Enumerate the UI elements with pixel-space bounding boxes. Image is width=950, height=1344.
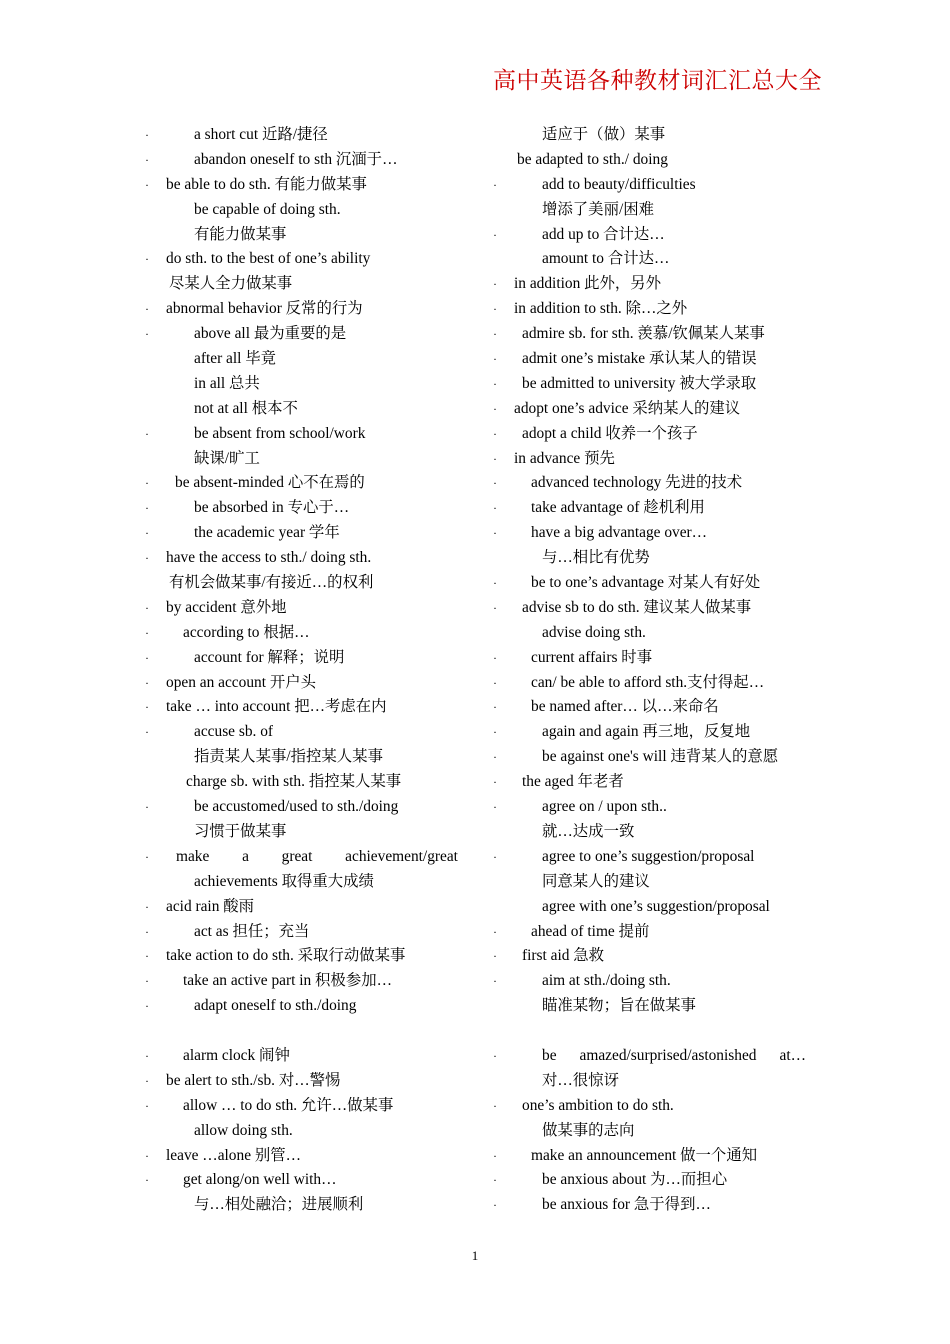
vocab-line: [140, 422, 470, 447]
vocab-word: achievement/great: [345, 847, 458, 865]
vocab-text: be to one’s advantage 对某人有好处: [531, 574, 761, 592]
vocab-text: account for 解释；说明: [194, 648, 345, 666]
vocab-line: [488, 372, 828, 397]
vocab-line: [488, 695, 828, 720]
vocab-line: [140, 397, 470, 422]
vocab-text-justified: [176, 845, 458, 870]
vocab-text: acid rain 酸雨: [166, 897, 255, 915]
bullet-marker: ·: [145, 650, 149, 665]
vocab-text: take action to do sth. 采取行动做某事: [166, 947, 406, 965]
vocab-text: allow doing sth.: [194, 1121, 293, 1139]
vocab-line: [488, 646, 828, 671]
bullet-marker: ·: [493, 725, 497, 740]
bullet-marker: ·: [145, 1073, 149, 1088]
bullet-marker: ·: [493, 1148, 497, 1163]
vocab-text: aim at sth./doing sth.: [542, 972, 671, 990]
vocab-text: 指责某人某事/指控某人某事: [194, 748, 383, 766]
bullet-marker: ·: [493, 775, 497, 790]
bullet-marker: ·: [493, 376, 497, 391]
vocab-line: [488, 571, 828, 596]
vocab-text: take advantage of 趁机利用: [531, 499, 705, 517]
bullet-marker: ·: [145, 526, 149, 541]
vocab-line: [140, 920, 470, 945]
bullet-marker: ·: [145, 999, 149, 1014]
vocab-line: [140, 1144, 470, 1169]
vocab-text: current affairs 时事: [531, 648, 653, 666]
vocab-line: [140, 671, 470, 696]
vocab-text: be alert to sth./sb. 对…警惕: [166, 1071, 341, 1089]
vocab-line: [140, 447, 470, 472]
bullet-marker: ·: [145, 476, 149, 491]
vocab-line: [488, 1193, 828, 1218]
vocab-text: 与…相比有优势: [542, 549, 650, 567]
bullet-marker: ·: [145, 1048, 149, 1063]
vocab-line: [488, 770, 828, 795]
bullet-marker: ·: [493, 277, 497, 292]
vocab-text: ahead of time 提前: [531, 922, 650, 940]
vocab-text-justified: [542, 1044, 806, 1069]
vocab-text: agree to one’s suggestion/proposal: [542, 847, 755, 865]
vocab-text: advise doing sth.: [542, 623, 646, 641]
vocab-line: [140, 198, 470, 223]
vocab-line: [488, 969, 828, 994]
bullet-marker: ·: [145, 128, 149, 142]
vocab-text: after all 毕竟: [194, 350, 277, 368]
vocab-text: add up to 合计达…: [542, 225, 665, 243]
vocab-line: [140, 272, 470, 297]
vocab-text: 有机会做某事/有接近…的权利: [169, 574, 374, 592]
vocab-line: [140, 471, 470, 496]
vocab-text: 尽某人全力做某事: [169, 275, 293, 293]
vocab-text: not at all 根本不: [194, 399, 298, 417]
vocab-text: achievements 取得重大成绩: [194, 872, 374, 890]
bullet-marker: ·: [493, 675, 497, 690]
bullet-marker: ·: [493, 800, 497, 815]
vocab-text: above all 最为重要的是: [194, 325, 347, 343]
vocab-word: be: [542, 1046, 557, 1064]
vocab-line: [488, 397, 828, 422]
vocab-text: be named after… 以…来命名: [531, 698, 719, 716]
bullet-marker: ·: [145, 327, 149, 342]
page-title: 高中英语各种教材词汇汇总大全: [493, 68, 822, 93]
vocab-text: allow … to do sth. 允许…做某事: [183, 1096, 394, 1114]
vocab-line: [488, 1044, 828, 1069]
vocab-line: [488, 621, 828, 646]
vocab-text: have the access to sth./ doing sth.: [166, 549, 372, 567]
vocab-text: abandon oneself to sth 沉湎于…: [194, 150, 398, 168]
bullet-marker: ·: [493, 352, 497, 367]
vocab-text: abnormal behavior 反常的行为: [166, 300, 363, 318]
bullet-marker: ·: [493, 576, 497, 591]
vocab-text: have a big advantage over…: [531, 524, 708, 542]
vocab-text: according to 根据…: [183, 623, 310, 641]
vocab-line: [140, 148, 470, 173]
vocab-text: can/ be able to afford sth.支付得起…: [531, 673, 765, 691]
bullet-marker: ·: [493, 177, 497, 192]
bullet-marker: ·: [493, 526, 497, 541]
vocab-line: [488, 1094, 828, 1119]
vocab-text: charge sb. with sth. 指控某人某事: [186, 773, 402, 791]
bullet-marker: ·: [493, 501, 497, 516]
vocab-text: be capable of doing sth.: [194, 200, 341, 218]
vocab-line: [488, 745, 828, 770]
bullet-marker: ·: [493, 302, 497, 317]
vocab-line: [488, 671, 828, 696]
vocab-line: [488, 1144, 828, 1169]
bullet-marker: ·: [493, 451, 497, 466]
vocab-line: [488, 447, 828, 472]
bullet-marker: ·: [145, 800, 149, 815]
vocab-text: alarm clock 闹钟: [183, 1046, 290, 1064]
vocab-line: [488, 895, 828, 920]
vocab-line: [140, 173, 470, 198]
vocab-text: take … into account 把…考虑在内: [166, 698, 387, 716]
vocab-text: leave …alone 别管…: [166, 1146, 302, 1164]
vocab-line: [488, 596, 828, 621]
vocab-text: be against one's will 违背某人的意愿: [542, 748, 779, 766]
vocab-text: add to beauty/difficulties: [542, 175, 696, 193]
vocab-word: at…: [779, 1046, 806, 1064]
vocab-text: be absent from school/work: [194, 424, 366, 442]
left-column: [140, 123, 470, 1218]
vocab-line: [140, 770, 470, 795]
vocab-line: [140, 720, 470, 745]
bullet-marker: ·: [493, 227, 497, 242]
vocab-line: [140, 1069, 470, 1094]
vocab-line: [140, 297, 470, 322]
bullet-marker: ·: [145, 949, 149, 964]
vocab-line: [140, 322, 470, 347]
vocab-line: [140, 795, 470, 820]
right-column: [488, 123, 828, 1218]
vocab-line: [140, 1019, 470, 1044]
vocab-text: 对…很惊讶: [542, 1071, 619, 1089]
bullet-marker: ·: [145, 1148, 149, 1163]
vocab-line: [140, 820, 470, 845]
vocab-text: accuse sb. of: [194, 723, 274, 741]
vocab-line: [140, 1193, 470, 1218]
vocab-text: 缺课/旷工: [194, 449, 260, 467]
vocab-line: [488, 347, 828, 372]
bullet-marker: ·: [145, 177, 149, 192]
vocab-line: [140, 969, 470, 994]
vocab-text: again and again 再三地，反复地: [542, 723, 751, 741]
vocab-line: [140, 895, 470, 920]
vocab-line: [140, 994, 470, 1019]
bullet-marker: ·: [145, 426, 149, 441]
vocab-line: [488, 720, 828, 745]
bullet-marker: ·: [145, 252, 149, 267]
vocab-text: 与…相处融洽；进展顺利: [194, 1196, 364, 1214]
bullet-marker: ·: [493, 700, 497, 715]
bullet-marker: ·: [145, 899, 149, 914]
vocab-text: admit one’s mistake 承认某人的错误: [522, 350, 757, 368]
vocab-text: get along/on well with…: [183, 1171, 337, 1189]
vocab-text: do sth. to the best of one’s ability: [166, 250, 371, 268]
vocab-line: [488, 322, 828, 347]
vocab-line: [140, 1168, 470, 1193]
vocab-line: [488, 173, 828, 198]
vocab-text: be accustomed/used to sth./doing: [194, 798, 399, 816]
vocab-line: [488, 247, 828, 272]
vocab-text: 适应于（做）某事: [542, 126, 666, 143]
bullet-marker: ·: [493, 1198, 497, 1213]
vocab-line: [140, 496, 470, 521]
vocab-text: agree on / upon sth..: [542, 798, 667, 816]
bullet-marker: ·: [493, 849, 497, 864]
vocab-text: be absent-minded 心不在焉的: [175, 474, 365, 492]
bullet-marker: ·: [493, 750, 497, 765]
vocab-line: [488, 845, 828, 870]
vocab-text: act as 担任；充当: [194, 922, 310, 940]
vocab-text: be anxious for 急于得到…: [542, 1196, 711, 1214]
bullet-marker: ·: [145, 700, 149, 715]
vocab-text: the academic year 学年: [194, 524, 340, 542]
bullet-marker: ·: [145, 501, 149, 516]
vocab-line: [140, 123, 470, 148]
page-number: 1: [471, 1248, 479, 1263]
vocab-line: [140, 571, 470, 596]
vocab-text: the aged 年老者: [522, 773, 624, 791]
bullet-marker: ·: [145, 152, 149, 167]
vocab-line: [488, 521, 828, 546]
vocab-text: in addition to sth. 除…之外: [514, 300, 688, 318]
vocab-text: 习惯于做某事: [194, 822, 287, 840]
vocab-line: [488, 297, 828, 322]
vocab-line: [140, 372, 470, 397]
vocab-line: [140, 1044, 470, 1069]
vocab-line: [488, 546, 828, 571]
vocab-word: amazed/surprised/astonished: [579, 1046, 757, 1064]
bullet-marker: ·: [145, 625, 149, 640]
vocab-word: great: [281, 847, 313, 865]
vocab-text: be admitted to university 被大学录取: [522, 374, 757, 392]
vocab-text: 有能力做某事: [194, 225, 287, 243]
vocab-text: be absorbed in 专心于…: [194, 499, 350, 517]
vocab-text: first aid 急救: [522, 947, 605, 965]
vocab-text: open an account 开户头: [166, 673, 317, 691]
vocab-text: a short cut 近路/捷径: [194, 126, 328, 143]
vocab-line: [140, 596, 470, 621]
vocab-line: [488, 870, 828, 895]
vocab-line: [488, 272, 828, 297]
vocab-text: adopt one’s advice 采纳某人的建议: [514, 399, 741, 417]
bullet-marker: ·: [493, 924, 497, 939]
bullet-marker: ·: [145, 1173, 149, 1188]
vocab-text: be able to do sth. 有能力做某事: [166, 175, 367, 193]
vocab-text: agree with one’s suggestion/proposal: [542, 897, 770, 915]
vocab-text: in all 总共: [194, 374, 260, 392]
vocab-text: by accident 意外地: [166, 598, 287, 616]
vocab-line: [140, 944, 470, 969]
bullet-marker: ·: [493, 1098, 497, 1113]
vocab-text: advanced technology 先进的技术: [531, 474, 743, 492]
bullet-marker: ·: [145, 974, 149, 989]
vocab-line: [140, 845, 470, 870]
vocab-line: [488, 1119, 828, 1144]
bullet-marker: ·: [493, 650, 497, 665]
vocab-text: be adapted to sth./ doing: [517, 150, 668, 168]
vocab-line: [488, 198, 828, 223]
vocab-line: [140, 646, 470, 671]
bullet-marker: ·: [145, 725, 149, 740]
bullet-marker: ·: [145, 924, 149, 939]
vocab-line: [140, 521, 470, 546]
bullet-marker: ·: [493, 1173, 497, 1188]
vocab-text: adapt oneself to sth./doing: [194, 997, 357, 1015]
vocab-line: [488, 471, 828, 496]
bullet-marker: ·: [493, 476, 497, 491]
bullet-marker: ·: [493, 426, 497, 441]
vocab-text: amount to 合计达…: [542, 250, 670, 268]
vocab-line: [140, 870, 470, 895]
vocab-text: take an active part in 积极参加…: [183, 972, 392, 990]
vocab-text: 做某事的志向: [542, 1121, 635, 1139]
bullet-marker: ·: [145, 551, 149, 566]
vocab-text: be anxious about 为…而担心: [542, 1171, 728, 1189]
vocab-word: make: [176, 847, 210, 865]
vocab-line: [140, 247, 470, 272]
bullet-marker: ·: [493, 949, 497, 964]
vocab-line: [488, 123, 828, 148]
bullet-marker: ·: [145, 1098, 149, 1113]
vocab-text: 增添了美丽/困难: [542, 200, 655, 218]
vocab-line: [488, 820, 828, 845]
vocab-line: [488, 496, 828, 521]
vocab-line: [140, 347, 470, 372]
vocab-text: 瞄准某物；旨在做某事: [542, 997, 696, 1015]
vocab-text: advise sb to do sth. 建议某人做某事: [522, 598, 752, 616]
bullet-marker: ·: [493, 600, 497, 615]
vocab-line: [140, 1119, 470, 1144]
vocab-line: [140, 223, 470, 248]
vocab-line: [140, 621, 470, 646]
vocab-line: [140, 695, 470, 720]
vocab-line: [488, 1019, 828, 1044]
vocab-line: [488, 422, 828, 447]
vocab-text: admire sb. for sth. 羡慕/钦佩某人某事: [522, 325, 765, 343]
vocab-line: [488, 944, 828, 969]
vocab-line: [488, 1168, 828, 1193]
vocab-word: a: [242, 847, 249, 865]
vocab-line: [488, 994, 828, 1019]
vocab-line: [140, 1094, 470, 1119]
bullet-marker: ·: [145, 849, 149, 864]
vocab-text: 就…达成一致: [542, 822, 635, 840]
vocab-text: adopt a child 收养一个孩子: [522, 424, 698, 442]
vocab-line: [488, 920, 828, 945]
bullet-marker: ·: [493, 974, 497, 989]
bullet-marker: ·: [493, 327, 497, 342]
vocab-line: [140, 745, 470, 770]
vocab-text: 同意某人的建议: [542, 872, 650, 890]
vocab-text: make an announcement 做一个通知: [531, 1146, 758, 1164]
vocab-text: in addition 此外，另外: [514, 275, 662, 293]
bullet-marker: ·: [493, 401, 497, 416]
vocab-text: one’s ambition to do sth.: [522, 1096, 674, 1114]
vocab-line: [488, 148, 828, 173]
bullet-marker: ·: [145, 302, 149, 317]
vocab-line: [140, 546, 470, 571]
vocab-line: [488, 1069, 828, 1094]
bullet-marker: ·: [145, 600, 149, 615]
vocab-line: [488, 795, 828, 820]
bullet-marker: ·: [145, 675, 149, 690]
vocab-text: in advance 预先: [514, 449, 615, 467]
bullet-marker: ·: [493, 1048, 497, 1063]
vocab-line: [488, 223, 828, 248]
